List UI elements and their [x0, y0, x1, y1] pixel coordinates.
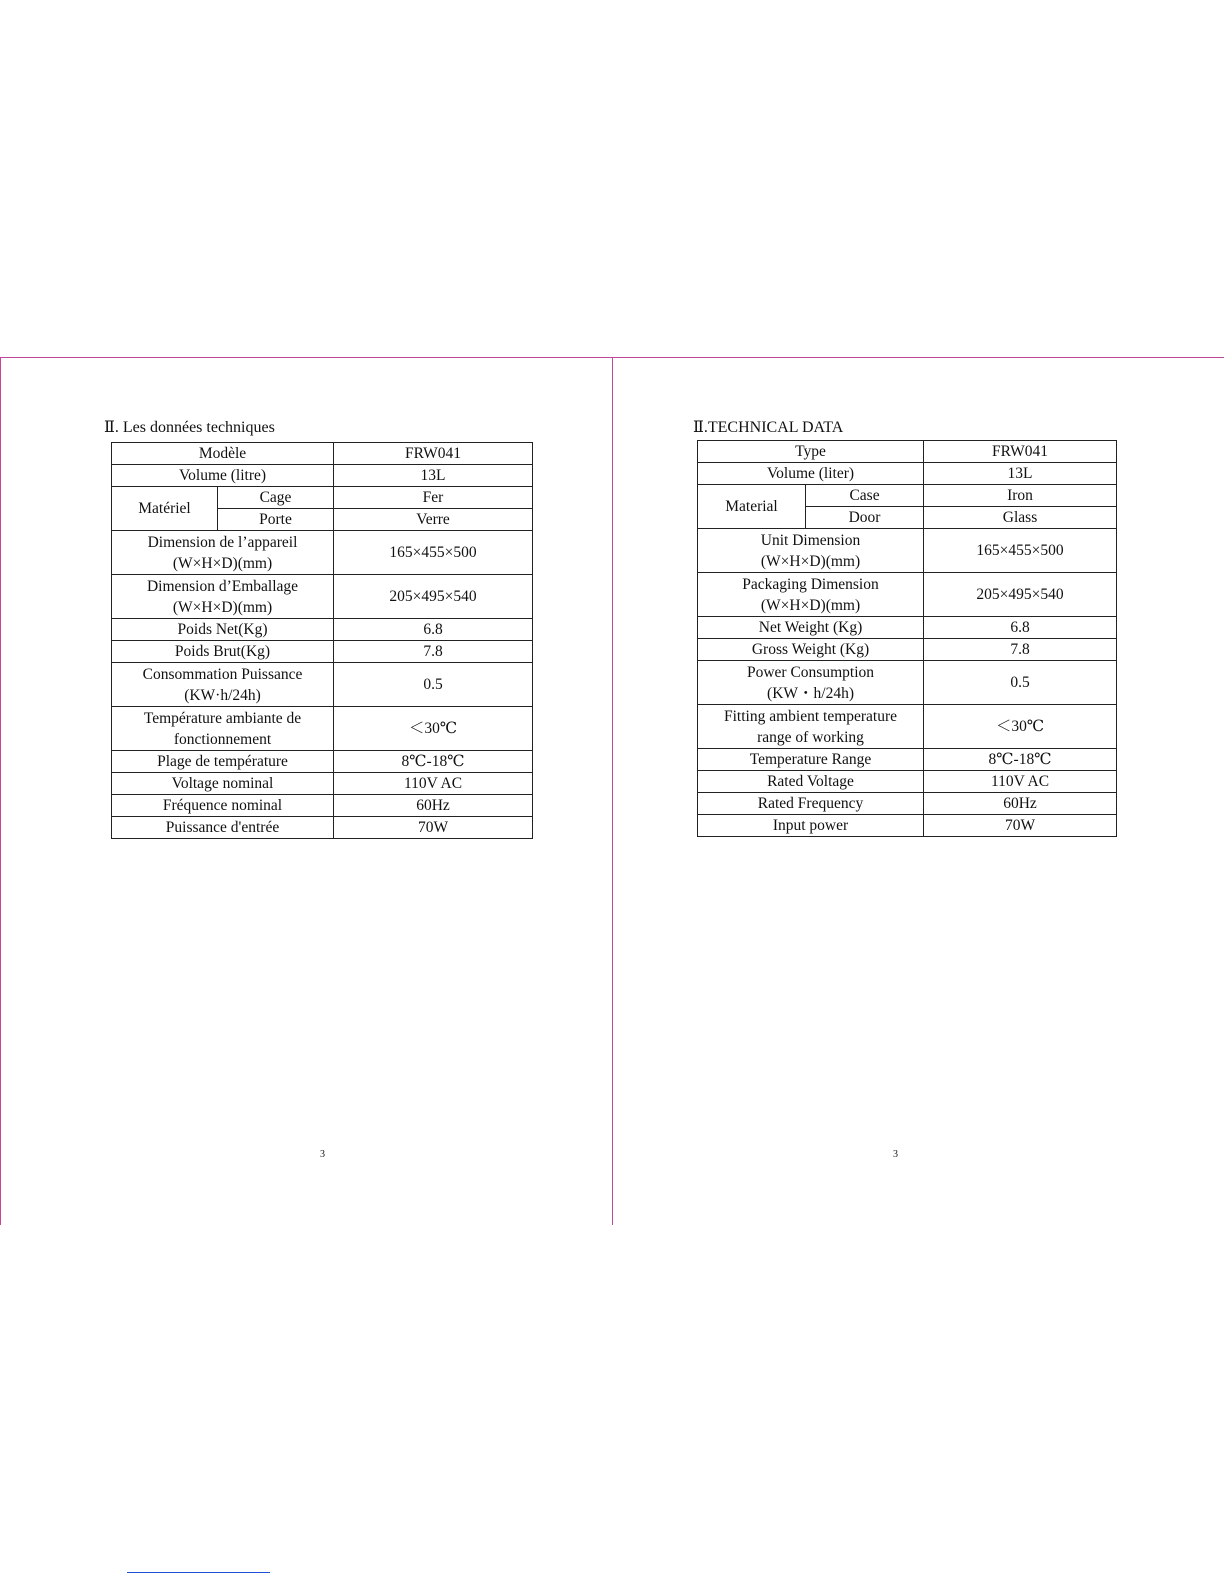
fr-section-title: Ⅱ. Les données techniques — [104, 419, 275, 436]
fr-page-number: 3 — [320, 1149, 325, 1160]
table-row — [698, 617, 1117, 639]
spec-label — [698, 573, 924, 617]
table-row — [112, 707, 533, 751]
table-row — [698, 815, 1117, 837]
spec-label-line: Consommation Puissance — [142, 665, 303, 683]
spec-label: Fréquence nominal — [112, 795, 334, 817]
spec-value: 13L — [924, 463, 1117, 485]
spec-label — [112, 707, 334, 751]
table-row — [112, 751, 533, 773]
spec-label: Type — [698, 441, 924, 463]
spec-label-line: Température ambiante de — [143, 709, 302, 727]
spec-value: 205×495×540 — [334, 575, 533, 619]
spec-label-line: fonctionnement — [173, 730, 272, 748]
spec-label: Input power — [698, 815, 924, 837]
spec-value: 205×495×540 — [924, 573, 1117, 617]
table-row — [112, 531, 533, 575]
spec-label: Temperature Range — [698, 749, 924, 771]
spec-label: Matériel — [112, 487, 218, 531]
table-row — [112, 619, 533, 641]
spec-value: 60Hz — [924, 793, 1117, 815]
spec-sublabel: Door — [806, 507, 924, 529]
en-section-title: Ⅱ.TECHNICAL DATA — [693, 419, 844, 436]
spec-label: Material — [698, 485, 806, 529]
spec-label-line: Fitting ambient temperature — [723, 707, 898, 725]
spec-label: Poids Brut(Kg) — [112, 641, 334, 663]
table-row — [698, 749, 1117, 771]
spec-label-line: range of working — [757, 728, 864, 746]
spec-label: Plage de température — [112, 751, 334, 773]
spec-value: Fer — [334, 487, 533, 509]
table-row — [112, 465, 533, 487]
spec-value: FRW041 — [334, 443, 533, 465]
spec-value: 0.5 — [334, 663, 533, 707]
spec-label-line: Dimension d’Emballage — [146, 577, 299, 595]
spec-label — [698, 661, 924, 705]
table-row — [112, 795, 533, 817]
table-row — [112, 487, 533, 509]
spec-value: 6.8 — [924, 617, 1117, 639]
table-row — [698, 441, 1117, 463]
table-row — [698, 771, 1117, 793]
spec-value: ＜30℃ — [924, 705, 1117, 749]
spec-label: Modèle — [112, 443, 334, 465]
en-spec-table — [697, 440, 1117, 837]
spec-label: Puissance d'entrée — [112, 817, 334, 839]
table-row — [698, 573, 1117, 617]
table-row — [698, 793, 1117, 815]
table-row — [112, 773, 533, 795]
spec-label — [112, 575, 334, 619]
spec-label — [698, 529, 924, 573]
spec-value: 60Hz — [334, 795, 533, 817]
link-underline[interactable] — [127, 1572, 270, 1573]
table-row — [112, 663, 533, 707]
spec-value: 8℃-18℃ — [924, 749, 1117, 771]
spec-label — [698, 705, 924, 749]
spec-value: 110V AC — [334, 773, 533, 795]
spec-label: Rated Voltage — [698, 771, 924, 793]
spec-value: 7.8 — [924, 639, 1117, 661]
spec-value: 6.8 — [334, 619, 533, 641]
spec-value: 165×455×500 — [924, 529, 1117, 573]
spec-value: 13L — [334, 465, 533, 487]
spec-value: FRW041 — [924, 441, 1117, 463]
table-row — [112, 817, 533, 839]
spec-label-line: Dimension de l’appareil — [147, 533, 298, 551]
table-row — [698, 639, 1117, 661]
table-row — [112, 443, 533, 465]
page-divider — [612, 357, 613, 1225]
spec-sublabel: Case — [806, 485, 924, 507]
spec-label: Net Weight (Kg) — [698, 617, 924, 639]
spec-label-line: (W×H×D)(mm) — [760, 552, 861, 570]
spec-value: 110V AC — [924, 771, 1117, 793]
table-row — [698, 705, 1117, 749]
spec-sublabel: Porte — [218, 509, 334, 531]
table-row — [698, 529, 1117, 573]
spec-label — [112, 663, 334, 707]
spec-value: 8℃-18℃ — [334, 751, 533, 773]
spec-value: Glass — [924, 507, 1117, 529]
spec-label-line: Power Consumption — [746, 663, 875, 681]
spec-label-line: (KW·h/24h) — [184, 686, 261, 704]
spec-label: Voltage nominal — [112, 773, 334, 795]
spec-label: Volume (litre) — [112, 465, 334, 487]
page-frame-left-border — [0, 357, 1, 1225]
spec-value: Verre — [334, 509, 533, 531]
spec-label-line: Unit Dimension — [760, 531, 861, 549]
spec-label-line: (W×H×D)(mm) — [760, 596, 861, 614]
table-row — [112, 641, 533, 663]
spec-sublabel: Cage — [218, 487, 334, 509]
spec-label — [112, 531, 334, 575]
spec-label-line: (W×H×D)(mm) — [172, 598, 273, 616]
spec-value: 7.8 — [334, 641, 533, 663]
spec-value: 0.5 — [924, 661, 1117, 705]
fr-spec-table — [111, 442, 533, 839]
en-page-number: 3 — [893, 1149, 898, 1160]
spec-value: 165×455×500 — [334, 531, 533, 575]
spec-value: 70W — [924, 815, 1117, 837]
table-row — [698, 661, 1117, 705]
spec-label-line: Packaging Dimension — [742, 575, 879, 593]
spec-value: ＜30℃ — [334, 707, 533, 751]
table-row — [698, 463, 1117, 485]
spec-label: Poids Net(Kg) — [112, 619, 334, 641]
table-row — [112, 575, 533, 619]
table-row — [698, 485, 1117, 507]
spec-label: Gross Weight (Kg) — [698, 639, 924, 661]
spec-label: Rated Frequency — [698, 793, 924, 815]
spec-label-line: (W×H×D)(mm) — [172, 554, 273, 572]
spec-value: 70W — [334, 817, 533, 839]
spec-label: Volume (liter) — [698, 463, 924, 485]
spec-label-line: (KW・h/24h) — [767, 684, 854, 702]
spec-value: Iron — [924, 485, 1117, 507]
